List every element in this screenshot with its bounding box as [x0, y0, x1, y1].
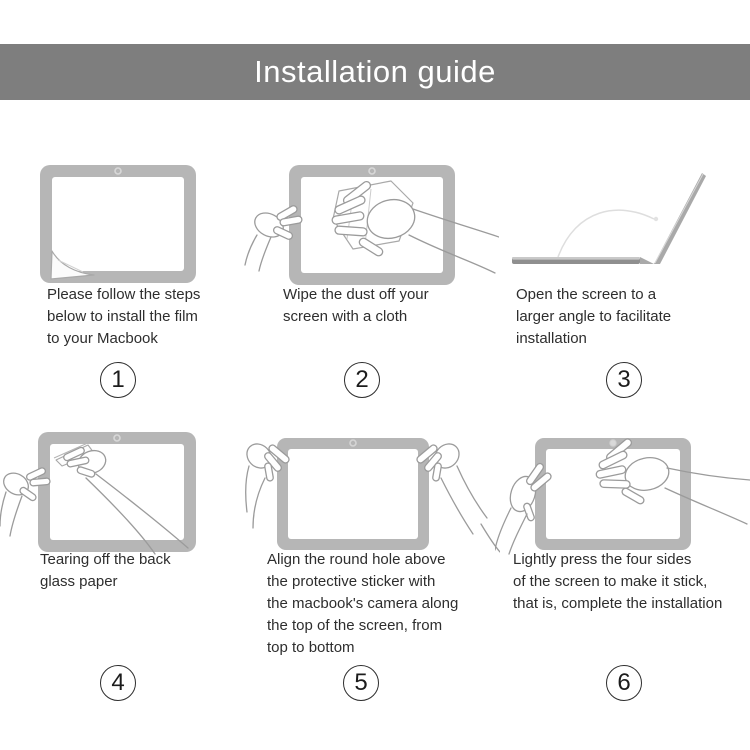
page-title: Installation guide: [254, 54, 496, 89]
caption-line: Lightly press the four sides: [513, 551, 692, 568]
caption-line: of the screen to make it stick,: [513, 573, 708, 590]
caption-line: the protective sticker with: [267, 573, 436, 590]
step3-open-laptop-icon: [506, 163, 718, 275]
caption-line: larger angle to facilitate: [516, 308, 672, 325]
step4-tear-back-paper-icon: [0, 428, 215, 556]
caption-line: the top of the screen, from: [267, 617, 443, 634]
step3-number-badge: 3: [606, 362, 642, 398]
step6-press-screen-icon: [495, 428, 750, 556]
step2-number-badge: 2: [344, 362, 380, 398]
step2-caption: [283, 284, 429, 328]
caption-line: the macbook's camera along: [267, 595, 459, 612]
step6-caption: [513, 549, 722, 615]
step5-number-badge: 5: [343, 665, 379, 701]
step4-caption: [40, 549, 171, 593]
caption-line: installation: [516, 330, 587, 347]
header-banner: [0, 44, 750, 100]
caption-line: Align the round hole above: [267, 551, 446, 568]
step6-number-badge: 6: [606, 665, 642, 701]
caption-line: Wipe the dust off your: [283, 286, 429, 303]
caption-line: top to bottom: [267, 639, 355, 656]
caption-line: that is, complete the installation: [513, 595, 723, 612]
caption-line: Open the screen to a: [516, 286, 657, 303]
caption-line: screen with a cloth: [283, 308, 408, 325]
caption-line: Please follow the steps: [47, 286, 201, 303]
step1-number-badge: 1: [100, 362, 136, 398]
step1-caption: [47, 284, 200, 350]
caption-line: below to install the film: [47, 308, 198, 325]
step4-number-badge: 4: [100, 665, 136, 701]
step1-film-peeled-corner-icon: [38, 163, 198, 285]
caption-line: Tearing off the back: [40, 551, 171, 568]
step5-align-film-icon: [245, 428, 500, 556]
caption-line: to your Macbook: [47, 330, 158, 347]
step5-caption: [267, 549, 458, 659]
caption-line: glass paper: [40, 573, 118, 590]
step3-caption: [516, 284, 671, 350]
